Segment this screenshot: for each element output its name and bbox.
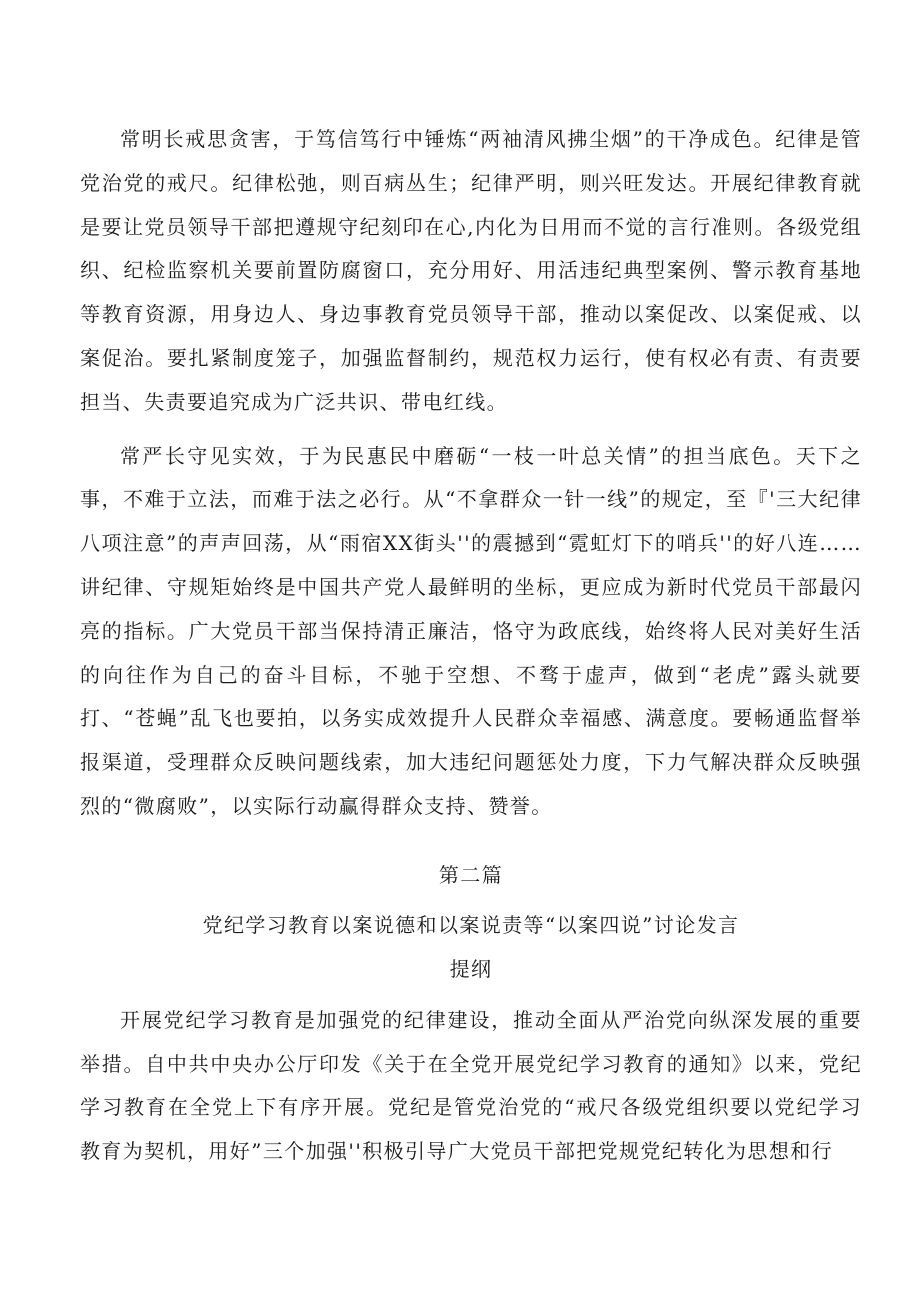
paragraph-1: 常明长戒思贪害，于笃信笃行中锤炼“两袖清风拂尘烟”的干净成色。纪律是管党治党的戒尺。纪律松弛，则百病丛生；纪律严明，则兴旺发达。开展纪律教育就是要让党员领导干部把遵规守纪刻印在心,内化为日用而不觉的言行准则。各级党组织、纪检监察机关要前置防腐窗口，充分用好、用活违纪典型案例、警示教育基地等教育资源，用身边人、身边事教育党员领导干部，推动以案促改、以案促戒、以案促治。要扎紧制度笼子，加强监督制约，规范权力运行，使有权必有责、有责要担当、失责要追究成为广泛共识、带电红线。 (80, 127, 862, 414)
paragraph-3: 开展党纪学习教育是加强党的纪律建设，推动全面从严治党向纵深发展的重要举措。自中共中央办公厅印发《关于在全党开展党纪学习教育的通知》以来，党纪学习教育在全党上下有序开展。党纪是管党治党的“戒尺各级党组织要以党纪学习教育为契机，用好”三个加强''积极引导广大党员干部把党规党纪转化为思想和行 (80, 1007, 862, 1164)
document-subtitle: 提纲 (449, 956, 493, 981)
document-title: 党纪学习教育以案说德和以案说责等“以案四说”讨论发言 (202, 912, 740, 937)
document-page (80, 118, 862, 1174)
paragraph-2: 常严长守见实效，于为民惠民中磨砺“一枝一叶总关情”的担当底色。天下之事，不难于立法，而难于法之必行。从“不拿群众一针一线”的规定，至『'三大纪律八项注意”的声声回荡，从“雨宿XX街头''的震撼到“霓虹灯下的哨兵''的好八连……讲纪律、守规矩始终是中国共产党人最鲜明的坐标，更应成为新时代党员干部最闪亮的指标。广大党员干部当保持清正廉洁，恪守为政底线，始终将人民对美好生活的向往作为自己的奋斗目标，不驰于空想、不骛于虚声，做到“老虎”露头就要打、“苍蝇”乱飞也要拍，以务实成效提升人民群众幸福感、满意度。要畅通监督举报渠道，受理群众反映问题线索，加大违纪问题惩处力度，下力气解决群众反映强烈的“微腐败”，以实际行动赢得群众支持、赞誉。 (80, 443, 862, 818)
section-label: 第二篇 (438, 862, 504, 887)
